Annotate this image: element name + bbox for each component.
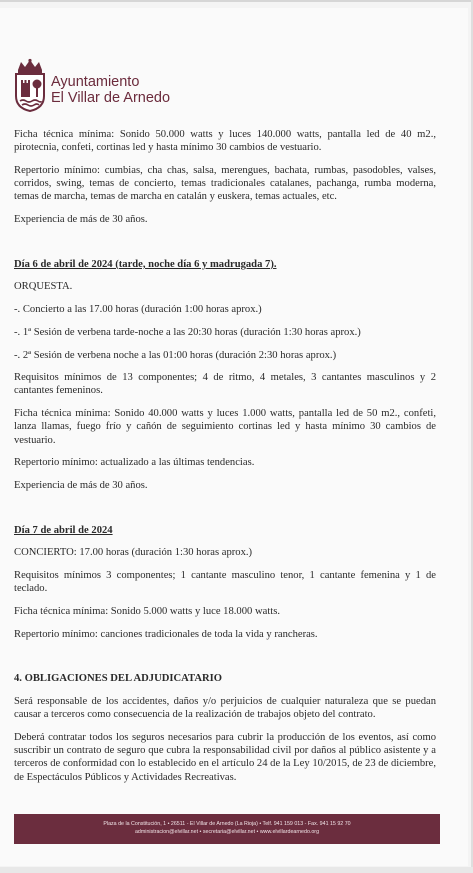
footer-contact: administracion@elvillar.net • secretaria@elvillar.net • www.elvillardearnedo.org — [134, 829, 320, 835]
top-edge — [0, 0, 473, 2]
paragraph: Requisitos mínimos 3 componentes; 1 cantante masculino tenor, 1 cantante femenina y 1 de teclado. — [14, 570, 436, 595]
document-body — [14, 128, 436, 793]
document-page — [0, 8, 468, 866]
paragraph: Ficha técnica mínima: Sonido 5.000 watts y luce 18.000 watts. — [14, 605, 280, 617]
footer-band — [14, 814, 440, 844]
spacer — [14, 502, 436, 524]
footer-address: Plaza de la Constitución, 1 • 26511 - El Villar de Arnedo (La Rioja) • Telf. 941 159 013 - Fax. 941 15 92 70 — [103, 821, 351, 827]
paragraph: CONCIERTO: 17.00 horas (duración 1:30 horas aprox.) — [14, 547, 253, 559]
paragraph: Repertorio mínimo: actualizado a las últimas tendencias. — [14, 457, 255, 469]
day-6-heading: Día 6 de abril de 2024 (tarde, noche día 6 y madrugada 7). — [14, 258, 277, 270]
spacer — [14, 650, 436, 672]
paragraph: Deberá contratar todos los seguros necesarios para cubrir la producción de los eventos, así como suscribir un contrato de seguro que cubra la responsabilidad civil por daños al público asistente y a terceros de conformidad con lo establecido en el artículo 24 de la Ley 10/2015, de 23 de diciembre, de Espectáculos Públicos y Actividades Recreativas. — [14, 731, 436, 783]
paragraph: Repertorio mínimo: canciones tradicionales de toda la vida y rancheras. — [14, 628, 318, 640]
org-line-2: El Villar de Arnedo — [51, 90, 171, 106]
paragraph: Ficha técnica mínima: Sonido 50.000 watts y luces 140.000 watts, pantalla led de 40 m2., pirotecnia, confeti, cortinas led y hasta mínimo 30 cambios de vestuario. — [14, 129, 436, 154]
paragraph: Experiencia de más de 30 años. — [14, 479, 148, 491]
paragraph: Experiencia de más de 30 años. — [14, 214, 148, 226]
paragraph: Repertorio mínimo: cumbias, cha chas, salsa, merengues, bachata, rumbas, pasodobles, valses, corridos, swing, temas de concierto, temas tradicionales catalanes, pachanga, rumba moderna, temas de marcha, temas de marcha en catalán y euskera, temas actuales, etc. — [14, 164, 436, 203]
coat-of-arms-icon — [13, 58, 47, 112]
org-line-1: Ayuntamiento — [51, 74, 140, 90]
section-heading: 4. OBLIGACIONES DEL ADJUDICATARIO — [14, 673, 222, 685]
schedule-item: -. Concierto a las 17.00 horas (duración 1:00 horas aprox.) — [14, 304, 262, 316]
schedule-item: -. 1ª Sesión de verbena tarde-noche a las 20:30 horas (duración 1:30 horas aprox.) — [14, 326, 361, 338]
schedule-item: -. 2ª Sesión de verbena noche a las 01:00 horas (duración 2:30 horas aprox.) — [14, 349, 337, 361]
paragraph: ORQUESTA. — [14, 281, 73, 293]
day-7-heading: Día 7 de abril de 2024 — [14, 524, 113, 536]
paragraph: Será responsable de los accidentes, daños y/o perjuicios de cualquier naturaleza que se puedan causar a terceros como consecuencia de la realización de trabajos objeto del contrato. — [14, 696, 436, 721]
spacer — [14, 236, 436, 258]
bottom-edge — [0, 867, 473, 873]
organization-name — [51, 74, 170, 107]
paragraph: Ficha técnica mínima: Sonido 40.000 watts y luces 1.000 watts, pantalla led de 50 m2., confeti, lanza llamas, fuego frío y cañón de seguimiento cortinas led y hasta mínimo 30 cambios de vestuario. — [14, 408, 436, 446]
paragraph: Requisitos mínimos de 13 componentes; 4 de ritmo, 4 metales, 3 cantantes masculinos y 2 cantantes femeninos. — [14, 372, 436, 397]
